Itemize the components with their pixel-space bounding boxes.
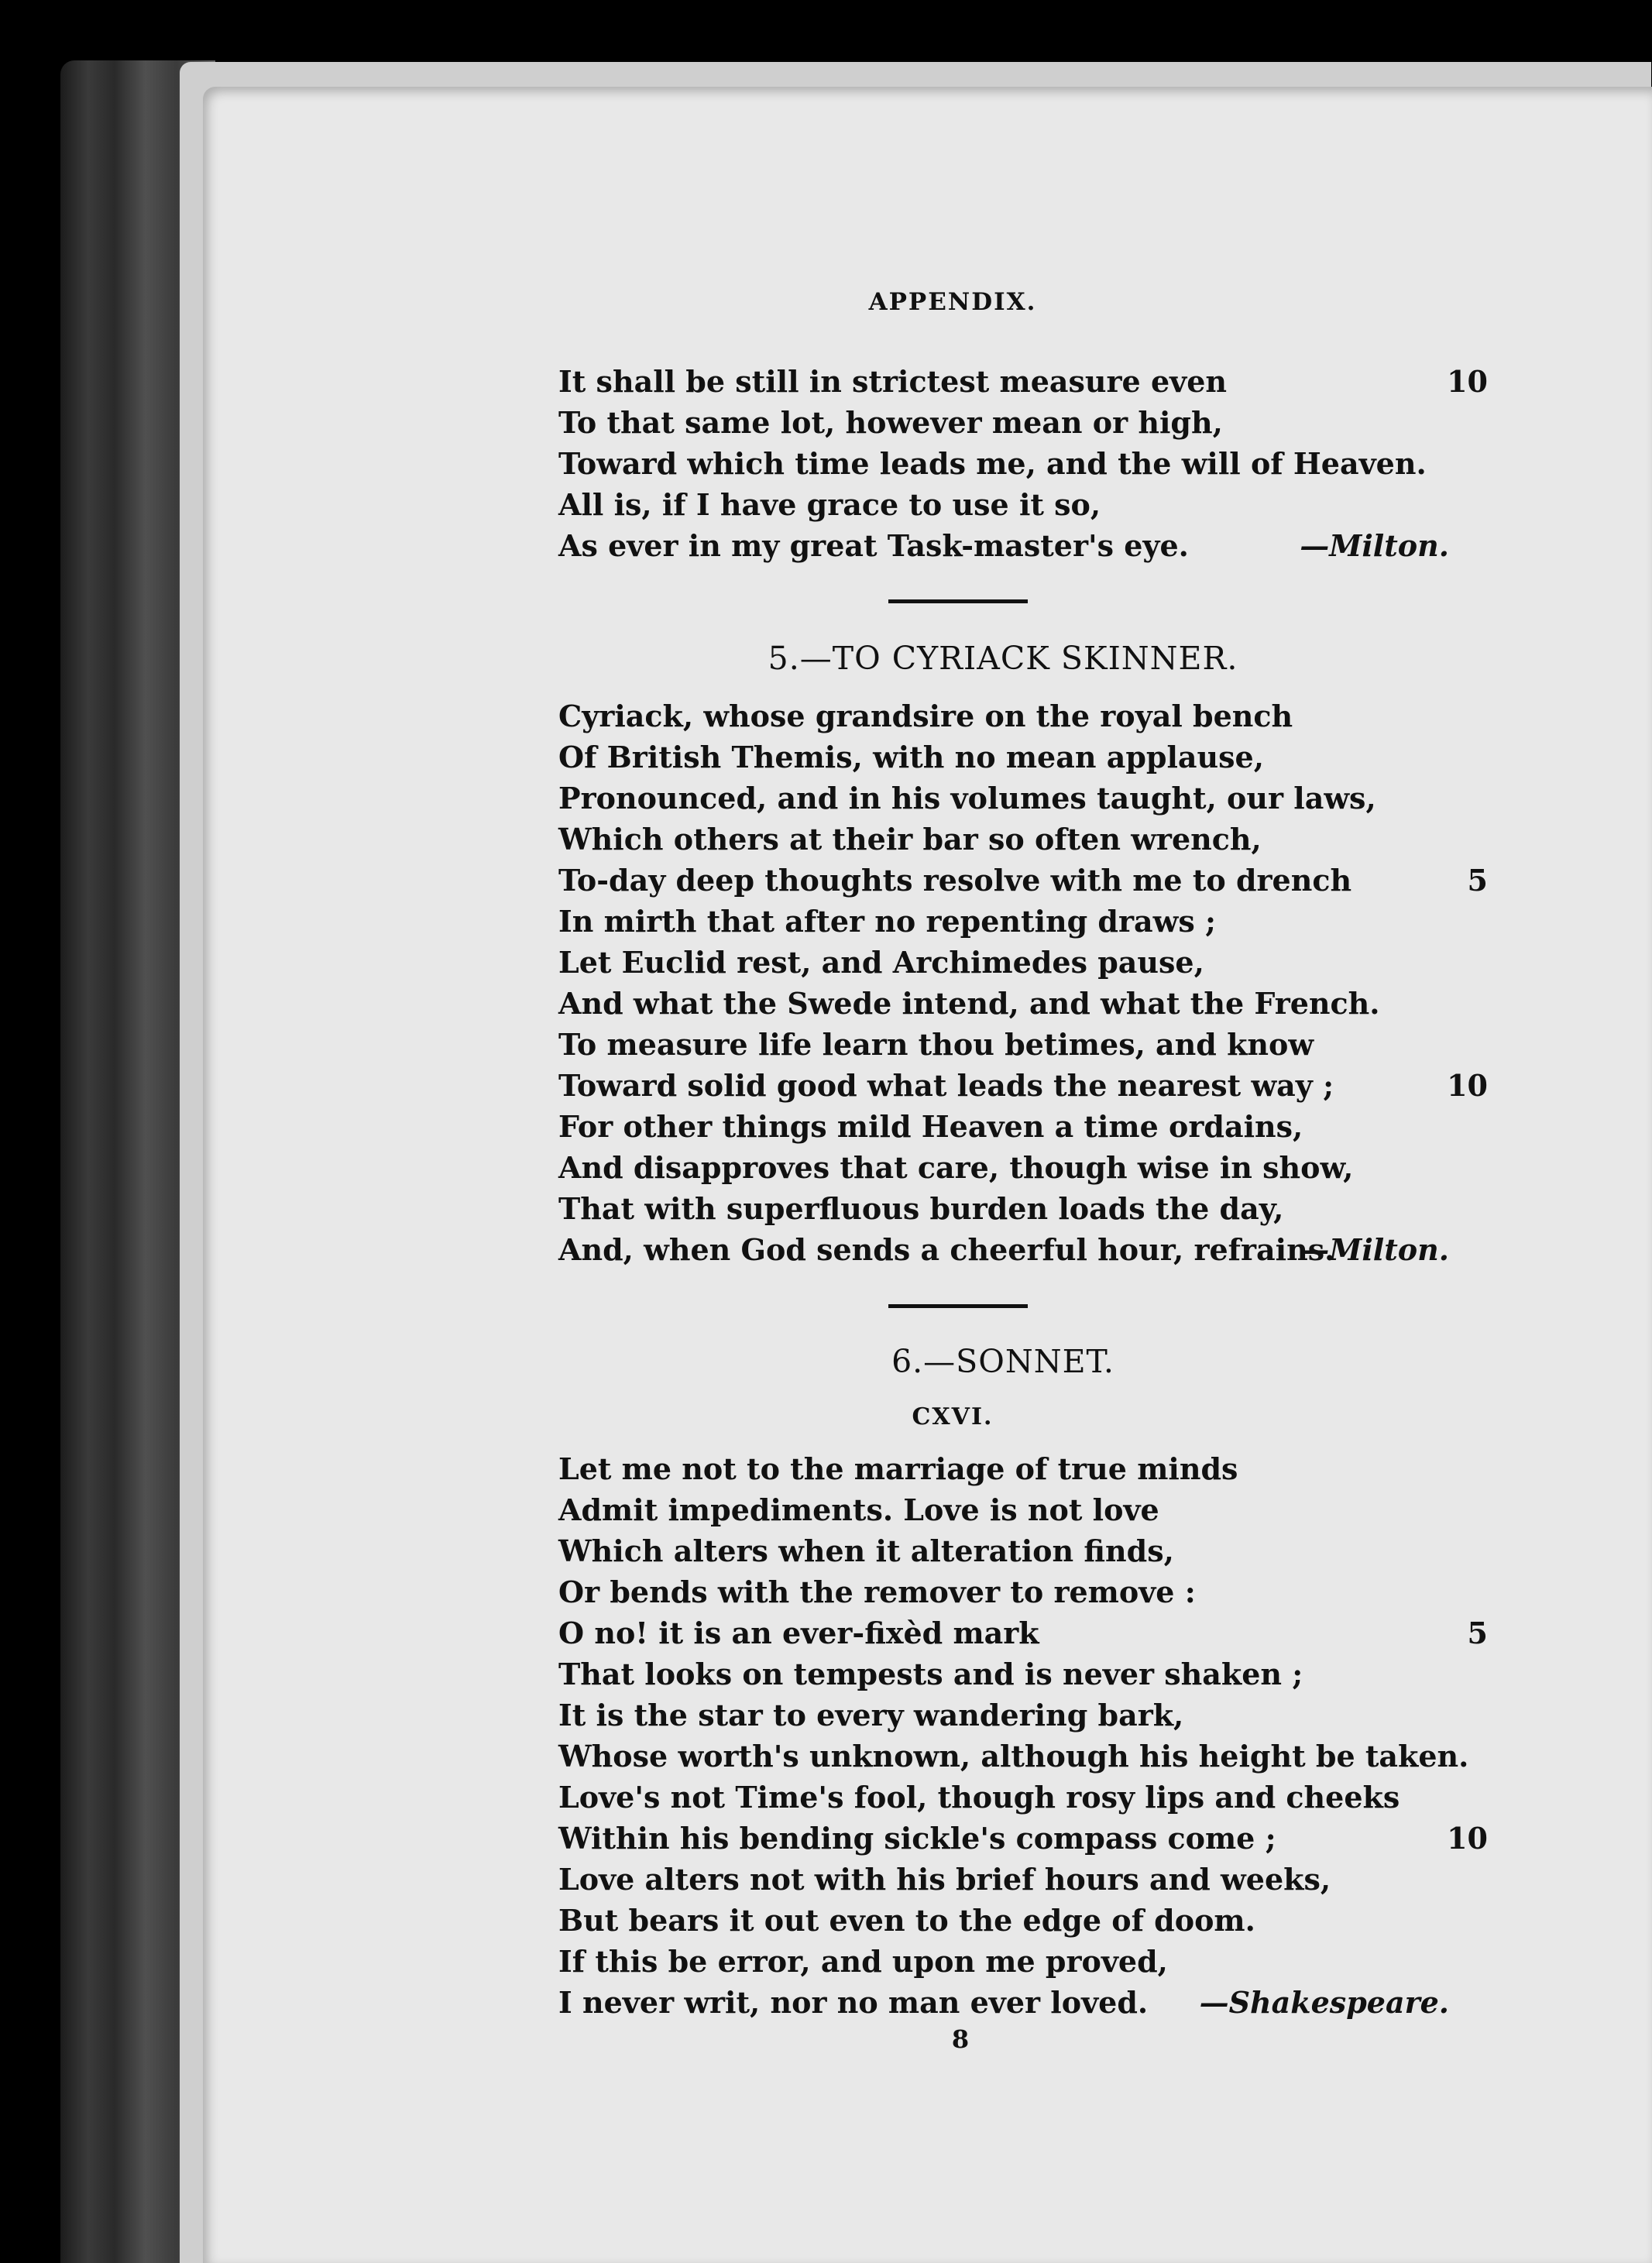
poem-6-title: 6.—SONNET. xyxy=(891,1343,1114,1380)
poem-5-body xyxy=(558,695,1511,1270)
verse-text: Within his bending sickle's compass come ; xyxy=(558,1821,1276,1856)
verse-line xyxy=(558,1859,1511,1900)
verse-line xyxy=(558,1653,1511,1695)
opening-fragment xyxy=(558,361,1511,566)
verse-text: Which alters when it alteration finds, xyxy=(558,1533,1174,1568)
page-number: 8 xyxy=(951,2024,970,2054)
verse-text: Cyriack, whose grandsire on the royal bench xyxy=(558,699,1293,733)
verse-text: Which others at their bar so often wrench, xyxy=(558,822,1262,857)
verse-text: Of British Themis, with no mean applause, xyxy=(558,740,1264,774)
verse-line xyxy=(558,1106,1511,1147)
verse-line xyxy=(558,1900,1511,1941)
verse-line xyxy=(558,1818,1511,1859)
author-attribution: —Milton. xyxy=(1300,1232,1449,1267)
verse-line xyxy=(558,1147,1511,1188)
verse-line xyxy=(558,983,1511,1024)
verse-line xyxy=(558,1612,1511,1653)
verse-text: All is, if I have grace to use it so, xyxy=(558,487,1101,522)
verse-text: I never writ, nor no man ever loved. xyxy=(558,1985,1149,2020)
verse-line xyxy=(558,942,1511,983)
verse-text: Toward solid good what leads the nearest way ; xyxy=(558,1068,1334,1103)
verse-text: That with superfluous burden loads the day, xyxy=(558,1191,1284,1226)
verse-line xyxy=(558,860,1511,901)
verse-line xyxy=(558,819,1511,860)
verse-line xyxy=(558,1489,1511,1530)
verse-text: Let Euclid rest, and Archimedes pause, xyxy=(558,945,1204,980)
verse-line xyxy=(558,1188,1511,1229)
verse-text: Or bends with the remover to remove : xyxy=(558,1574,1196,1609)
verse-text: As ever in my great Task-master's eye. xyxy=(558,528,1189,563)
line-number: 10 xyxy=(1447,364,1488,399)
verse-text: It is the star to every wandering bark, xyxy=(558,1698,1184,1732)
verse-line xyxy=(558,737,1511,778)
line-number: 10 xyxy=(1447,1821,1488,1856)
section-rule xyxy=(888,599,1028,603)
verse-line xyxy=(558,1695,1511,1736)
verse-line xyxy=(558,901,1511,942)
verse-text: Whose worth's unknown, although his height be taken. xyxy=(558,1739,1469,1774)
verse-text: And what the Swede intend, and what the French. xyxy=(558,986,1380,1021)
verse-text: To measure life learn thou betimes, and know xyxy=(558,1027,1314,1062)
verse-text: For other things mild Heaven a time ordains, xyxy=(558,1109,1303,1144)
verse-text: If this be error, and upon me proved, xyxy=(558,1944,1168,1979)
verse-line xyxy=(558,484,1511,525)
verse-line xyxy=(558,402,1511,443)
verse-line xyxy=(558,695,1511,737)
verse-text: To-day deep thoughts resolve with me to drench xyxy=(558,863,1352,898)
verse-text: Love's not Time's fool, though rosy lips and cheeks xyxy=(558,1780,1400,1815)
verse-text: It shall be still in strictest measure even xyxy=(558,364,1228,399)
verse-line xyxy=(558,443,1511,484)
verse-line xyxy=(558,1530,1511,1571)
verse-line xyxy=(558,1941,1511,1982)
line-number: 10 xyxy=(1447,1068,1488,1103)
verse-text: Love alters not with his brief hours and weeks, xyxy=(558,1862,1331,1897)
verse-line xyxy=(558,1024,1511,1065)
line-number: 5 xyxy=(1467,1616,1488,1650)
verse-line xyxy=(558,1229,1511,1270)
verse-line xyxy=(558,525,1511,566)
section-rule xyxy=(888,1304,1028,1308)
verse-line xyxy=(558,361,1511,402)
verse-line xyxy=(558,1982,1511,2023)
poem-5-title: 5.—TO CYRIACK SKINNER. xyxy=(768,640,1238,677)
verse-line xyxy=(558,1448,1511,1489)
verse-line xyxy=(558,778,1511,819)
line-number: 5 xyxy=(1467,863,1488,898)
verse-text: But bears it out even to the edge of doom. xyxy=(558,1903,1255,1938)
verse-line xyxy=(558,1571,1511,1612)
author-attribution: —Milton. xyxy=(1300,528,1449,563)
verse-text: Let me not to the marriage of true minds xyxy=(558,1451,1238,1486)
poem-6-body xyxy=(558,1448,1511,2023)
running-head: APPENDIX. xyxy=(868,288,1037,316)
verse-text: And, when God sends a cheerful hour, refrains. xyxy=(558,1232,1335,1267)
verse-text: In mirth that after no repenting draws ; xyxy=(558,904,1217,939)
verse-line xyxy=(558,1777,1511,1818)
verse-line xyxy=(558,1736,1511,1777)
verse-text: That looks on tempests and is never shaken ; xyxy=(558,1657,1303,1691)
verse-text: To that same lot, however mean or high, xyxy=(558,405,1223,440)
poem-6-subtitle: CXVI. xyxy=(912,1403,994,1430)
author-attribution: —Shakespeare. xyxy=(1199,1985,1449,2020)
verse-text: Admit impediments. Love is not love xyxy=(558,1492,1159,1527)
verse-text: And disapproves that care, though wise in show, xyxy=(558,1150,1354,1185)
verse-line xyxy=(558,1065,1511,1106)
verse-text: Pronounced, and in his volumes taught, our laws, xyxy=(558,781,1376,816)
verse-text: O no! it is an ever-fixèd mark xyxy=(558,1616,1039,1650)
verse-text: Toward which time leads me, and the will of Heaven. xyxy=(558,446,1427,481)
